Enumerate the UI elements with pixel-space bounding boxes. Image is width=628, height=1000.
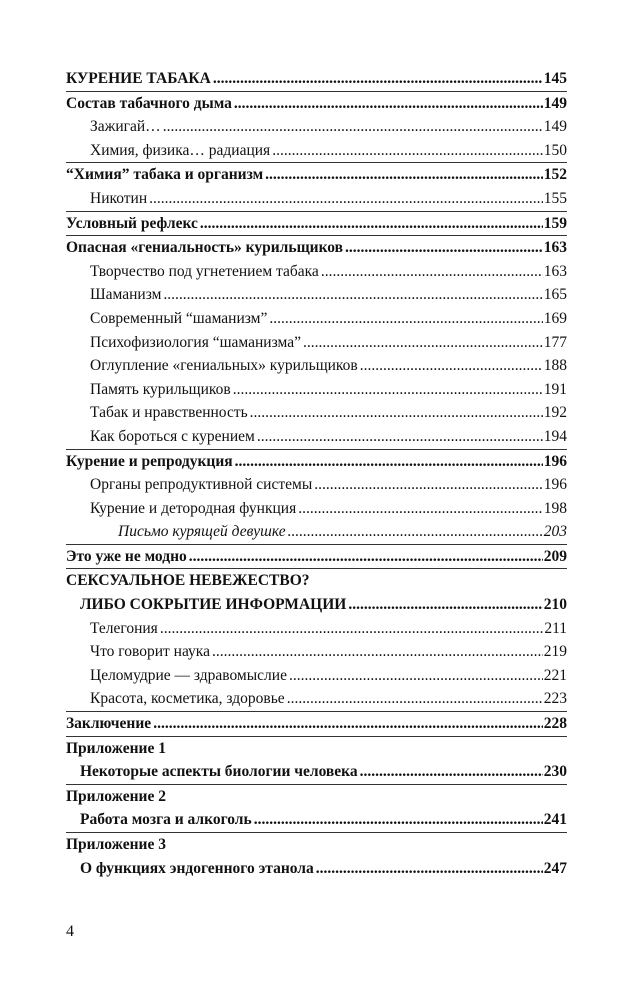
toc-entry-title: ЛИБО СОКРЫТИЕ ИНФОРМАЦИИ: [80, 593, 348, 617]
toc-entry: [66, 162, 567, 187]
dot-leader: [160, 617, 544, 641]
toc-entry-page: 228: [543, 712, 567, 736]
toc-entry-title-line1: Приложение 1: [66, 739, 166, 757]
toc-entry: [66, 425, 567, 449]
toc-entry: [66, 67, 567, 91]
toc-entry-page: 191: [543, 378, 567, 402]
toc-entry-title: Творчество под угнетением табака: [90, 260, 321, 284]
toc-entry: [66, 736, 567, 784]
toc-entry-page: 155: [543, 187, 567, 211]
toc-entry-title-line1: СЕКСУАЛЬНОЕ НЕВЕЖЕСТВО?: [66, 572, 310, 590]
toc-entry-page: 152: [543, 163, 567, 187]
toc-entry-title: Целомудрие — здравомыслие: [90, 664, 289, 688]
toc-entry-title: Что говорит наука: [90, 640, 212, 664]
toc-entry: [66, 497, 567, 521]
toc-entry-page: 145: [543, 67, 567, 91]
toc-entry-page: 209: [543, 545, 567, 569]
dot-leader: [257, 425, 543, 449]
table-of-contents: [66, 67, 567, 880]
toc-entry: [66, 401, 567, 425]
toc-entry-title: Психофизиология “шаманизма”: [90, 331, 303, 355]
toc-entry: [66, 331, 567, 355]
toc-entry-title: Телегония: [90, 617, 160, 641]
dot-leader: [269, 307, 542, 331]
toc-entry-page: 192: [543, 401, 567, 425]
toc-entry: [66, 378, 567, 402]
dot-leader: [200, 212, 543, 236]
toc-entry: [66, 640, 567, 664]
toc-entry-page: 210: [543, 593, 567, 617]
toc-entry-page: 196: [543, 473, 567, 497]
toc-entry: [66, 354, 567, 378]
toc-entry: [66, 283, 567, 307]
toc-entry: [66, 260, 567, 284]
toc-entry-title: Работа мозга и алкоголь: [80, 808, 254, 832]
dot-leader: [321, 260, 543, 284]
dot-leader: [360, 760, 543, 784]
toc-entry-title: Шаманизм: [90, 283, 163, 307]
toc-entry-title: Некоторые аспекты биологии человека: [80, 760, 360, 784]
toc-entry: [66, 664, 567, 688]
dot-leader: [316, 857, 543, 881]
toc-entry-page: 177: [543, 331, 567, 355]
dot-leader: [163, 283, 542, 307]
dot-leader: [234, 92, 543, 116]
dot-leader: [360, 354, 543, 378]
toc-entry-page: 159: [543, 212, 567, 236]
dot-leader: [189, 545, 543, 569]
toc-entry-page: 221: [543, 664, 567, 688]
toc-entry-page: 163: [543, 260, 567, 284]
toc-entry: [66, 115, 567, 139]
toc-entry-title: Как бороться с курением: [90, 425, 257, 449]
toc-entry: [66, 307, 567, 331]
toc-entry-title: Состав табачного дыма: [66, 92, 234, 116]
toc-entry-page: 163: [543, 236, 567, 260]
toc-entry-page: 211: [543, 617, 567, 641]
toc-entry: [66, 711, 567, 736]
dot-leader: [153, 712, 543, 736]
toc-entry: [66, 568, 567, 616]
toc-entry: [66, 473, 567, 497]
toc-entry-page: 230: [543, 760, 567, 784]
toc-entry: [66, 91, 567, 116]
toc-entry-title: Опасная «гениальность» курильщиков: [66, 236, 345, 260]
toc-entry-title: Заключение: [66, 712, 153, 736]
toc-entry-page: 223: [543, 687, 567, 711]
toc-entry: [66, 544, 567, 569]
toc-entry-title: Никотин: [90, 187, 149, 211]
dot-leader: [265, 163, 543, 187]
toc-entry-title: Память курильщиков: [90, 378, 233, 402]
dot-leader: [163, 115, 543, 139]
dot-leader: [287, 687, 543, 711]
toc-entry-title: Химия, физика… радиация: [90, 139, 272, 163]
toc-entry-title: Курение и репродукция: [66, 450, 235, 474]
dot-leader: [348, 593, 542, 617]
dot-leader: [298, 497, 543, 521]
toc-entry-title-line1: Приложение 3: [66, 836, 166, 853]
toc-entry-title: Органы репродуктивной системы: [90, 473, 314, 497]
toc-entry-page: 165: [543, 283, 567, 307]
toc-entry: [66, 211, 567, 236]
toc-entry-page: 149: [543, 115, 567, 139]
toc-entry-title: Современный “шаманизм”: [90, 307, 269, 331]
toc-entry-title: Зажигай…: [90, 115, 163, 139]
toc-entry-page: 196: [543, 450, 567, 474]
toc-entry-title: Табак и нравственность: [90, 401, 250, 425]
toc-entry-title-line1: Приложение 2: [66, 787, 166, 805]
toc-entry-title: Условный рефлекс: [66, 212, 200, 236]
dot-leader: [289, 664, 543, 688]
toc-entry-page: 219: [543, 640, 567, 664]
dot-leader: [213, 67, 543, 91]
dot-leader: [303, 331, 543, 355]
toc-entry: [66, 617, 567, 641]
toc-entry-title: Письмо курящей девушке: [118, 520, 288, 544]
page-number: 4: [66, 923, 74, 940]
toc-entry-title: Это уже не модно: [66, 545, 189, 569]
dot-leader: [254, 808, 543, 832]
dot-leader: [272, 139, 543, 163]
toc-entry-page: 203: [543, 520, 567, 544]
toc-entry-page: 188: [543, 354, 567, 378]
toc-entry-title: Оглупление «гениальных» курильщиков: [90, 354, 360, 378]
dot-leader: [314, 473, 543, 497]
toc-entry: [66, 687, 567, 711]
dot-leader: [149, 187, 543, 211]
toc-entry: [66, 832, 567, 880]
toc-entry: [66, 139, 567, 163]
dot-leader: [288, 520, 543, 544]
dot-leader: [250, 401, 543, 425]
toc-entry: [66, 235, 567, 260]
toc-entry-title: О функциях эндогенного этанола: [80, 857, 316, 881]
toc-entry-page: 194: [543, 425, 567, 449]
toc-entry-page: 149: [543, 92, 567, 116]
toc-entry-title: “Химия” табака и организм: [66, 163, 265, 187]
toc-entry-title: Курение и детородная функция: [90, 497, 298, 521]
toc-entry: [66, 187, 567, 211]
toc-entry-page: 198: [543, 497, 567, 521]
toc-entry-page: 241: [543, 808, 567, 832]
toc-entry-title: Красота, косметика, здоровье: [90, 687, 287, 711]
dot-leader: [233, 378, 543, 402]
dot-leader: [235, 450, 543, 474]
dot-leader: [345, 236, 543, 260]
toc-entry-page: 169: [543, 307, 567, 331]
toc-entry: [66, 520, 567, 544]
toc-entry: [66, 784, 567, 832]
toc-entry-page: 150: [543, 139, 567, 163]
toc-entry-page: 247: [543, 857, 567, 881]
dot-leader: [212, 640, 543, 664]
toc-entry-title: КУРЕНИЕ ТАБАКА: [66, 67, 213, 91]
toc-entry: [66, 449, 567, 474]
